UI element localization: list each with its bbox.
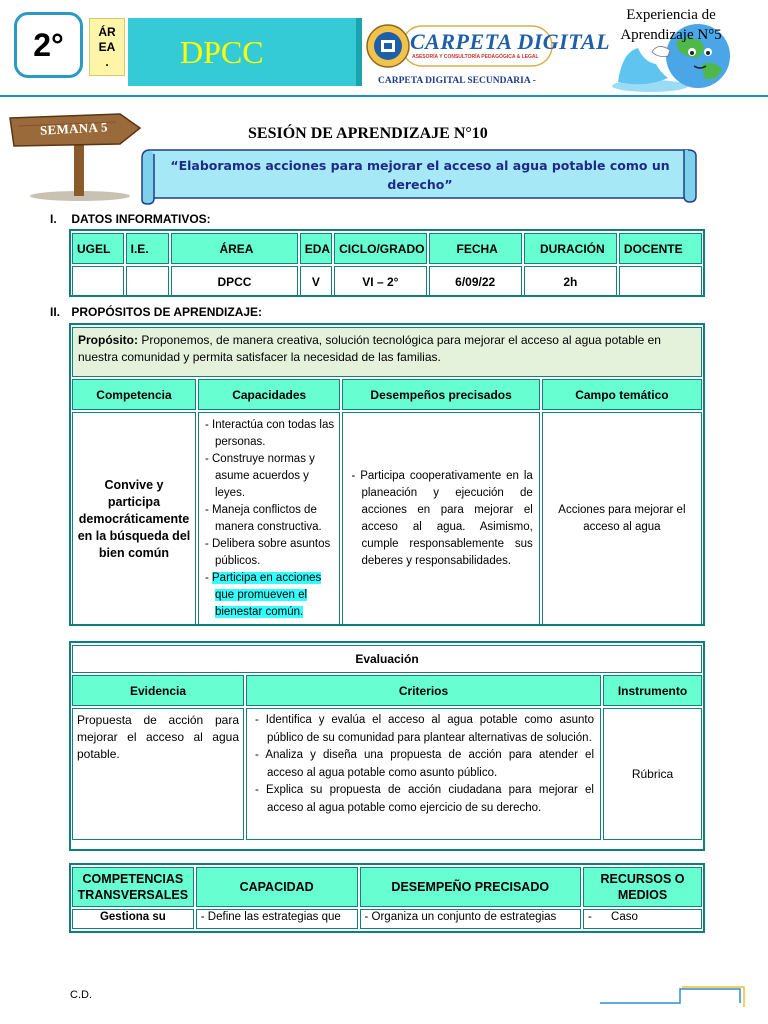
capacidad-text: Maneja conflictos de manera constructiva. (212, 504, 322, 533)
list-item: - Interactúa con todas las personas. (204, 419, 335, 448)
header-area: ÁREA (171, 233, 298, 264)
datos-header-row (72, 233, 702, 264)
header-fecha: FECHA (429, 233, 522, 264)
header-capacidades: Capacidades (198, 379, 341, 410)
header-capacidad: CAPACIDAD (196, 867, 358, 907)
area-line-1: ÁR (98, 24, 116, 39)
instrumento-cell: Rúbrica (603, 708, 702, 840)
criterios-list (247, 709, 600, 817)
campo-tematico-cell: Acciones para mejorar el acceso al agua (542, 412, 702, 626)
header-eda: EDA (300, 233, 332, 264)
header-recursos-medios: RECURSOS O MEDIOS (583, 867, 702, 907)
capacidad-text: Interactúa con todas las personas. (212, 419, 335, 448)
datos-table (70, 231, 704, 299)
header-duracion: DURACIÓN (524, 233, 617, 264)
transversales-header-row (72, 867, 702, 907)
evidencia-cell: Propuesta de acción para mejorar el acceso al agua potable. (72, 708, 244, 840)
evaluacion-title: Evaluación (72, 645, 702, 673)
header-competencia: Competencia (72, 379, 196, 410)
transversales-row (72, 909, 702, 929)
header-ie: I.E. (126, 233, 170, 264)
evaluacion-body-row (72, 708, 702, 840)
section-label: PROPÓSITOS DE APRENDIZAJE: (71, 305, 263, 319)
header-ugel: UGEL (72, 233, 124, 264)
competencia-cell: Convive y participa democráticamente en la búsqueda del bien común (72, 412, 196, 626)
header-competencias-transversales: COMPETENCIAS TRANSVERSALES (72, 867, 194, 907)
value-duracion: 2h (524, 266, 617, 297)
section-datos-title (50, 212, 211, 226)
criterio-text: Identifica y evalúa el acceso al agua potable como asunto público de su comunidad para plantear alternativas de solución. (265, 714, 594, 744)
criterio-text: Explica su propuesta de acción ciudadana para mejorar el acceso al agua potable como ejercicio de su derecho. (266, 784, 594, 814)
purpose-text: Proponemos, de manera creativa, solución tecnológica para mejorar el acceso al agua potable en nuestra comunidad y permita satisfacer la necesidad de las familias. (78, 333, 661, 364)
course-name: DPCC (180, 33, 264, 70)
capacidad-highlighted: Participa en acciones que promueven el bienestar común. (212, 572, 322, 618)
session-topic: “Elaboramos acciones para mejorar el acceso al agua potable como un derecho” (170, 158, 670, 192)
criterios-cell (246, 708, 601, 840)
header-desempenos: Desempeños precisados (342, 379, 539, 410)
datos-value-row (72, 266, 702, 297)
logo-text: CARPETA DIGITAL (410, 29, 611, 54)
transversal-competencia: Gestiona su (72, 909, 194, 929)
desempeno-cell (342, 412, 539, 626)
capacidades-cell (198, 412, 341, 626)
value-docente (619, 266, 702, 297)
value-ugel (72, 266, 124, 297)
capacidad-text: Construye normas y asume acuerdos y leyes. (212, 453, 315, 499)
capacidades-list (199, 417, 340, 621)
list-item: - Delibera sobre asuntos públicos. (204, 538, 331, 567)
value-fecha: 6/09/22 (429, 266, 522, 297)
value-ie (126, 266, 170, 297)
area-line-2: EA (98, 39, 116, 54)
header-campo-tematico: Campo temático (542, 379, 702, 410)
experience-title: Experiencia de Aprendizaje N°5 (620, 7, 722, 43)
list-item: - Analiza y diseña una propuesta de acción para atender el acceso al agua potable como asunto público. (255, 749, 595, 779)
value-eda: V (300, 266, 332, 297)
transversales-table (70, 865, 704, 931)
list-item: - Construye normas y asume acuerdos y leyes. (204, 453, 315, 499)
purpose-row (72, 327, 702, 377)
header-divider (0, 95, 768, 97)
section-label: DATOS INFORMATIVOS: (71, 212, 211, 226)
header-instrumento: Instrumento (603, 675, 702, 706)
propositos-body-row (72, 412, 702, 626)
section-number: II. (50, 305, 61, 319)
grade-badge: 2° (14, 12, 83, 78)
criterio-text: Analiza y diseña una propuesta de acción para atender el acceso al agua potable como asunto público. (265, 749, 595, 779)
transversal-capacidad: - Define las estrategias que (196, 909, 358, 929)
evaluacion-title-row (72, 645, 702, 673)
week-label: SEMANA 5 (39, 119, 109, 138)
propositos-header-row (72, 379, 702, 410)
purpose-label: Propósito: (78, 333, 138, 347)
logo-strip: CARPETA DIGITAL SECUNDARIA - (378, 76, 536, 86)
section-propositos-title (50, 305, 262, 319)
header-criterios: Criterios (246, 675, 601, 706)
header-docente: DOCENTE (619, 233, 702, 264)
capacidad-text: Delibera sobre asuntos públicos. (212, 538, 331, 567)
logo-tagline: ASESORÍA Y CONSULTORÍA PEDAGÓGICA & LEGAL (412, 54, 539, 60)
header-desempeno-precisado: DESEMPEÑO PRECISADO (360, 867, 582, 907)
footer-label: C.D. (70, 989, 92, 1001)
propositos-table (70, 325, 704, 628)
desempeno-text: Participa cooperativamente en la planeación y ejecución de acciones en para mejorar el acceso al agua. Asimismo, cumple responsablemente sus deberes y responsabilidades. (360, 470, 533, 567)
session-title: SESIÓN DE APRENDIZAJE N°10 (248, 125, 488, 142)
section-number: I. (50, 212, 57, 226)
header-ciclo-grado: CICLO/GRADO (334, 233, 426, 264)
transversal-desempeno: - Organiza un conjunto de estrategias (360, 909, 582, 929)
area-label (89, 18, 125, 76)
value-ciclo-grado: VI – 2° (334, 266, 426, 297)
desempeno-item: - Participa cooperativamente en la planeación y ejecución de acciones en para mejorar el acceso al agua. Asimismo, cumple responsablemente sus deberes y responsabilidades. (351, 470, 533, 567)
header-evidencia: Evidencia (72, 675, 244, 706)
area-line-3: . (105, 54, 109, 69)
list-item: - Identifica y evalúa el acceso al agua potable como asunto público de su comunidad para plantear alternativas de solución. (255, 714, 594, 744)
purpose-cell (72, 327, 702, 377)
list-item: - Explica su propuesta de acción ciudadana para mejorar el acceso al agua potable como ejercicio de su derecho. (255, 784, 594, 814)
value-area: DPCC (171, 266, 298, 297)
transversal-recursos: - Caso (583, 909, 702, 929)
footer-decoration (600, 985, 768, 1024)
evaluacion-table (70, 643, 704, 842)
course-banner (128, 18, 362, 86)
list-item: - Participa en acciones que promueven el bienestar común. (204, 572, 322, 618)
list-item: - Maneja conflictos de manera constructiva. (204, 504, 322, 533)
evaluacion-header-row (72, 675, 702, 706)
